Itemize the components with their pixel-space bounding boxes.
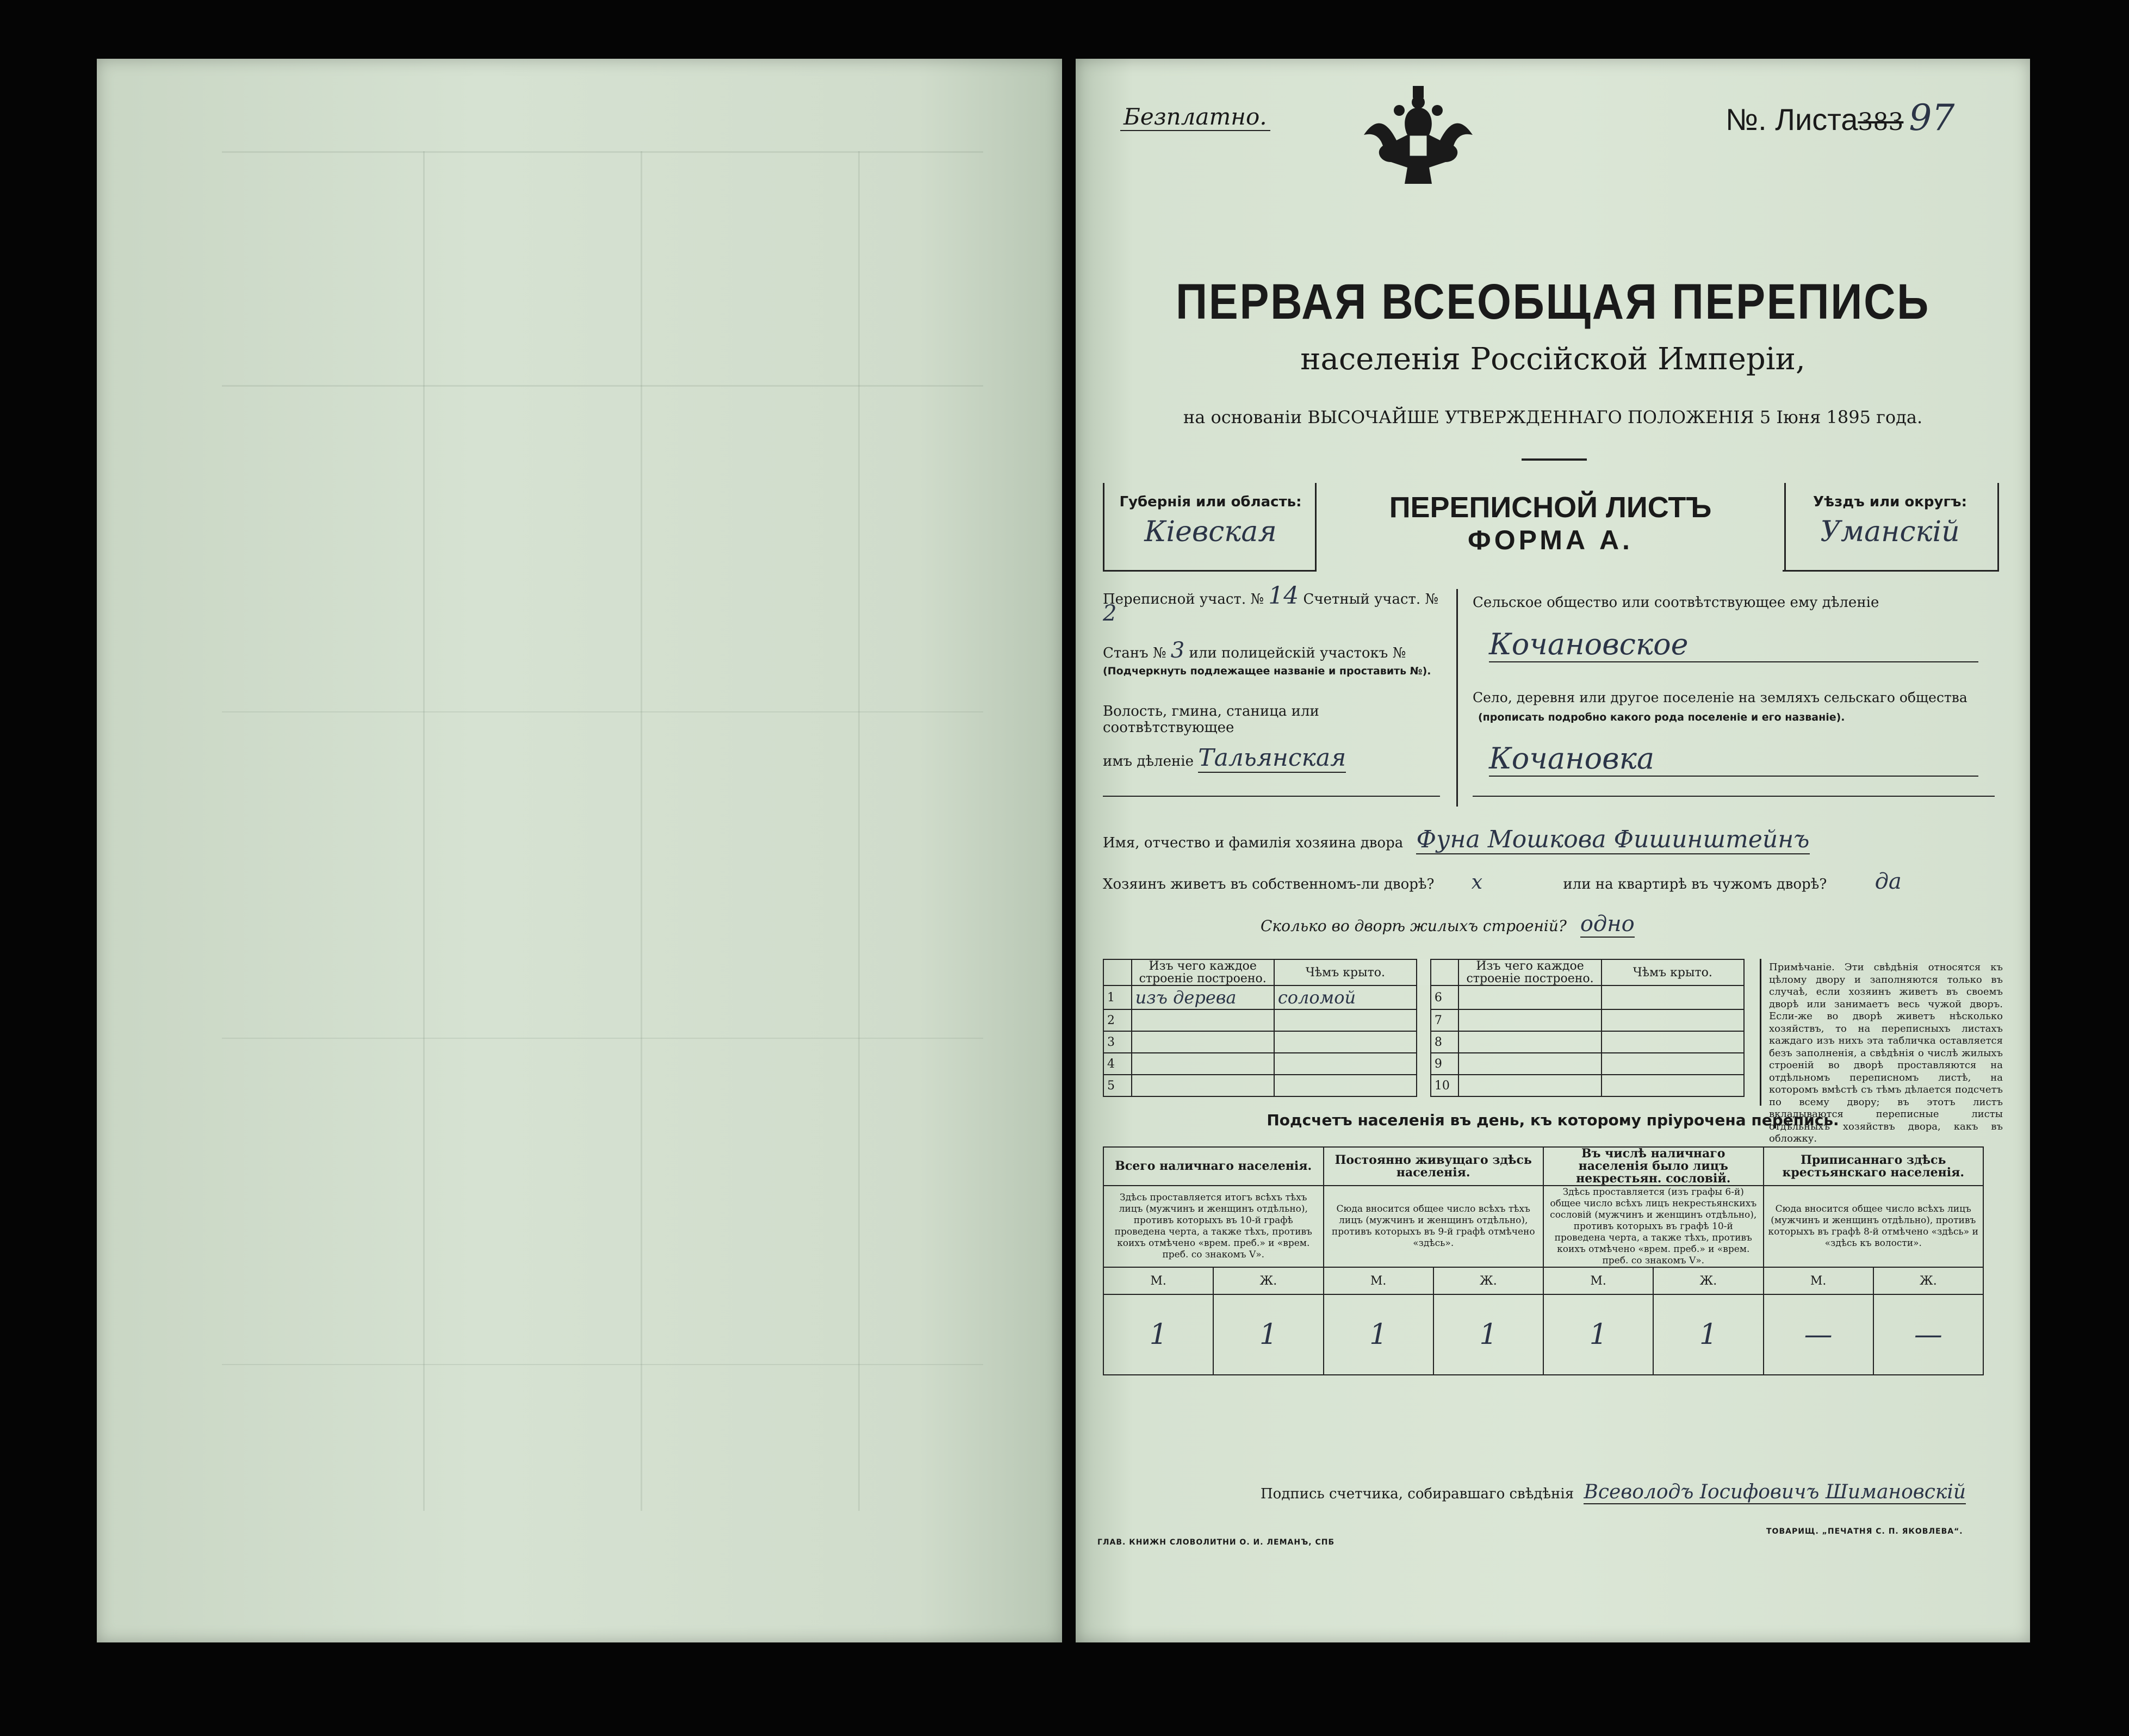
owner-name-label: Имя, отчество и фамилія хозяина двора <box>1103 835 1404 851</box>
village-note: (прописать подробно какого рода поселеніе и его названіе). <box>1478 711 1845 723</box>
double-headed-eagle-icon <box>1353 86 1484 189</box>
signature-row <box>1261 1481 2011 1503</box>
row-number: 4 <box>1103 1053 1132 1075</box>
count-f: 1 <box>1433 1294 1543 1375</box>
group-desc: Сюда вносится общее число всѣхъ лицъ (мужчинъ и женщинъ отдѣльно), противъ которыхъ въ графѣ 8-й отмѣчено «здѣсь» и «здѣсь къ волости». <box>1764 1186 1984 1267</box>
ornament-divider <box>1522 458 1587 461</box>
group-title: Постоянно живущаго здѣсь населенія. <box>1324 1147 1544 1186</box>
uezd-box <box>1783 483 1999 572</box>
uezd-label: Уѣздъ или округъ: <box>1813 494 1967 510</box>
buildings-note: Примѣчаніе. Эти свѣдѣнія относятся къ цѣлому двору и заполняются только въ случаѣ, если хозяинъ живетъ въ своемъ дворѣ или занимаетъ весь чужой дворъ. Если-же во дворѣ живетъ нѣсколько хозяйствъ, то на переписныхъ листахъ каждаго изъ нихъ эта табличка оставляется безъ заполненія, а свѣдѣнія о числѣ жилыхъ строеній во дворѣ проставляются на отдѣльномъ переписномъ листѣ, на которомъ вмѣстѣ съ тѣмъ дѣлается подсчетъ по всему двору; въ этотъ листъ вкладываются переписные листы отдѣльныхъ хозяйствъ двора, какъ въ обложку. <box>1769 962 2003 1144</box>
census-basis: на основаніи ВЫСОЧАЙШЕ УТВЕРЖДЕННАГО ПОЛОЖЕНІЯ 5 Іюня 1895 года. <box>1183 407 1923 427</box>
volost-label: Волость, гмина, станица или соотвѣтствующее <box>1103 703 1319 736</box>
col-roof-left: Чѣмъ крыто. <box>1274 959 1417 985</box>
underline-note: (Подчеркнуть подлежащее названіе и проставить №). <box>1103 665 1431 677</box>
row-number: 10 <box>1431 1075 1459 1096</box>
f-label: Ж. <box>1213 1267 1323 1294</box>
count-m: 1 <box>1103 1294 1213 1375</box>
m-label: М. <box>1324 1267 1433 1294</box>
group-desc: Здѣсь проставляется итогъ всѣхъ тѣхъ лицъ (мужчинъ и женщинъ отдѣльно), противъ которыхъ въ 10-й графѣ проведена черта, а также тѣхъ, противъ коихъ отмѣчено «врем. преб.» и «врем. преб. со знакомъ V». <box>1103 1186 1324 1267</box>
printer-right: ТОВАРИЩ. „ПЕЧАТНЯ С. П. ЯКОВЛЕВА“. <box>1766 1527 1963 1536</box>
row-number: 2 <box>1103 1009 1132 1031</box>
society-label: Сельское общество или соотвѣтствующее ему дѣленіе <box>1473 594 1879 611</box>
volost-label2: имъ дѣленіе <box>1103 753 1194 770</box>
right-page <box>1076 59 2030 1642</box>
col-built-left: Изъ чего каждое строеніе построено. <box>1132 959 1274 985</box>
left-page <box>97 59 1062 1642</box>
table-row <box>1103 1031 1744 1053</box>
table-row <box>1103 1009 1744 1031</box>
printer-left: ГЛАВ. КНИЖН СЛОВОЛИТНИ О. И. ЛЕМАНЪ, СПБ <box>1097 1538 1335 1547</box>
roof-cell: соломой <box>1274 985 1417 1009</box>
row-number: 1 <box>1103 985 1132 1009</box>
volost-extra-line <box>1103 796 1440 797</box>
count-m: — <box>1764 1294 1873 1375</box>
owner-lives-label: Хозяинъ живетъ въ собственномъ-ли дворѣ? <box>1103 876 1435 892</box>
built-cell: изъ дерева <box>1132 985 1274 1009</box>
imperial-eagle-emblem <box>1326 86 1511 191</box>
census-area-value: 14 <box>1268 582 1299 610</box>
volost-row <box>1103 744 1451 772</box>
buildings-row <box>1261 912 1635 937</box>
row-number: 9 <box>1431 1053 1459 1075</box>
owner-lives-row <box>1103 869 2006 894</box>
m-label: М. <box>1764 1267 1873 1294</box>
buildings-table <box>1103 959 1745 1097</box>
population-table <box>1103 1146 1984 1375</box>
m-label: М. <box>1543 1267 1653 1294</box>
volost-value: Тальянская <box>1198 744 1346 772</box>
note-divider <box>1760 959 1761 1106</box>
sheet-number <box>1725 97 1954 139</box>
count-area-value: 2 <box>1103 601 1117 626</box>
police-label: или полицейскій участокъ № <box>1189 645 1406 661</box>
f-label: Ж. <box>1653 1267 1763 1294</box>
m-label: М. <box>1103 1267 1213 1294</box>
sheet-no-label: №. Листа <box>1725 102 1858 137</box>
row-number: 5 <box>1103 1075 1132 1096</box>
table-row <box>1103 1294 1983 1375</box>
row-number: 7 <box>1431 1009 1459 1031</box>
group-title: Всего наличнаго населенія. <box>1103 1147 1324 1186</box>
gubernia-label: Губернія или область: <box>1119 494 1302 510</box>
group-desc: Сюда вносится общее число всѣхъ тѣхъ лицъ (мужчинъ и женщинъ отдѣльно), противъ которыхъ въ 9-й графѣ отмѣчено «здѣсь». <box>1324 1186 1544 1267</box>
free-label: Безплатно. <box>1120 103 1270 131</box>
group-desc: Здѣсь проставляется (изъ графы 6-й) общее число всѣхъ лицъ некрестьянскихъ сословій (мужчинъ и женщинъ отдѣльно), противъ которыхъ въ графѣ 10-й проведена черта, а также тѣхъ, противъ коихъ отмѣчено «врем. преб.» и «врем. преб. со знакомъ V». <box>1543 1186 1764 1267</box>
sheet-title: ПЕРЕПИСНОЙ ЛИСТЪ <box>1389 491 1712 524</box>
village-label: Село, деревня или другое поселеніе на земляхъ сельскаго общества <box>1473 690 1967 705</box>
count-area-label: Счетный участ. № <box>1303 591 1439 607</box>
gubernia-box <box>1103 483 1317 572</box>
table-row <box>1103 985 1744 1009</box>
count-f: 1 <box>1653 1294 1763 1375</box>
row-number: 3 <box>1103 1031 1132 1053</box>
count-m: 1 <box>1543 1294 1653 1375</box>
sheet-title-box <box>1315 483 1786 570</box>
sheet-no-struck: 383 <box>1858 108 1904 136</box>
owner-lives-rent-label: или на квартирѣ въ чужомъ дворѣ? <box>1563 876 1827 892</box>
village-extra-line <box>1473 796 1995 797</box>
col-roof-right: Чѣмъ крыто. <box>1602 959 1744 985</box>
form-title: ФОРМА А. <box>1468 525 1633 555</box>
buildings-value: одно <box>1580 912 1635 937</box>
f-label: Ж. <box>1873 1267 1983 1294</box>
row-number: 8 <box>1431 1031 1459 1053</box>
stan-row <box>1103 638 1451 663</box>
owner-lives-own-value: х <box>1471 871 1483 894</box>
count-f: — <box>1873 1294 1983 1375</box>
stan-value: 3 <box>1170 638 1185 663</box>
census-subtitle: населенія Россійской Имперіи, <box>1300 342 1805 377</box>
col-built-right: Изъ чего каждое строеніе построено. <box>1458 959 1601 985</box>
uezd-value: Уманскій <box>1820 516 1960 548</box>
fields-divider <box>1456 589 1458 807</box>
signature-label: Подпись счетчика, собиравшаго свѣдѣнія <box>1261 1486 1574 1502</box>
table-row <box>1103 1053 1744 1075</box>
census-area-label: Переписной участ. № <box>1103 591 1264 607</box>
gubernia-value: Кіевская <box>1144 516 1277 548</box>
f-label: Ж. <box>1433 1267 1543 1294</box>
population-heading: Подсчетъ населенія въ день, къ которому пріурочена перепись. <box>1267 1111 1839 1129</box>
buildings-label: Сколько во дворѣ жилыхъ строеній? <box>1261 917 1567 935</box>
row-number: 6 <box>1431 985 1459 1009</box>
count-m: 1 <box>1324 1294 1433 1375</box>
count-f: 1 <box>1213 1294 1323 1375</box>
table-row <box>1103 1075 1744 1096</box>
group-title: Въ числѣ наличнаго населенія было лицъ некрестьян. сословій. <box>1543 1147 1764 1186</box>
sheet-no-hand: 97 <box>1909 97 1955 139</box>
society-value: Кочановское <box>1489 627 1978 662</box>
owner-name-row <box>1103 826 2006 853</box>
group-title: Приписаннаго здѣсь крестьянскаго населенія. <box>1764 1147 1984 1186</box>
owner-name-value: Фуна Мошкова Фишинштейнъ <box>1416 826 1810 853</box>
owner-lives-rent-value: да <box>1874 869 1902 894</box>
signature-value: Всеволодъ Іосифовичъ Шимановскій <box>1584 1481 1966 1503</box>
stan-label: Станъ № <box>1103 645 1166 661</box>
census-title: ПЕРВАЯ ВСЕОБЩАЯ ПЕРЕПИСЬ <box>1175 274 1931 330</box>
census-area-row <box>1103 582 1451 626</box>
village-value: Кочановка <box>1489 741 1978 777</box>
